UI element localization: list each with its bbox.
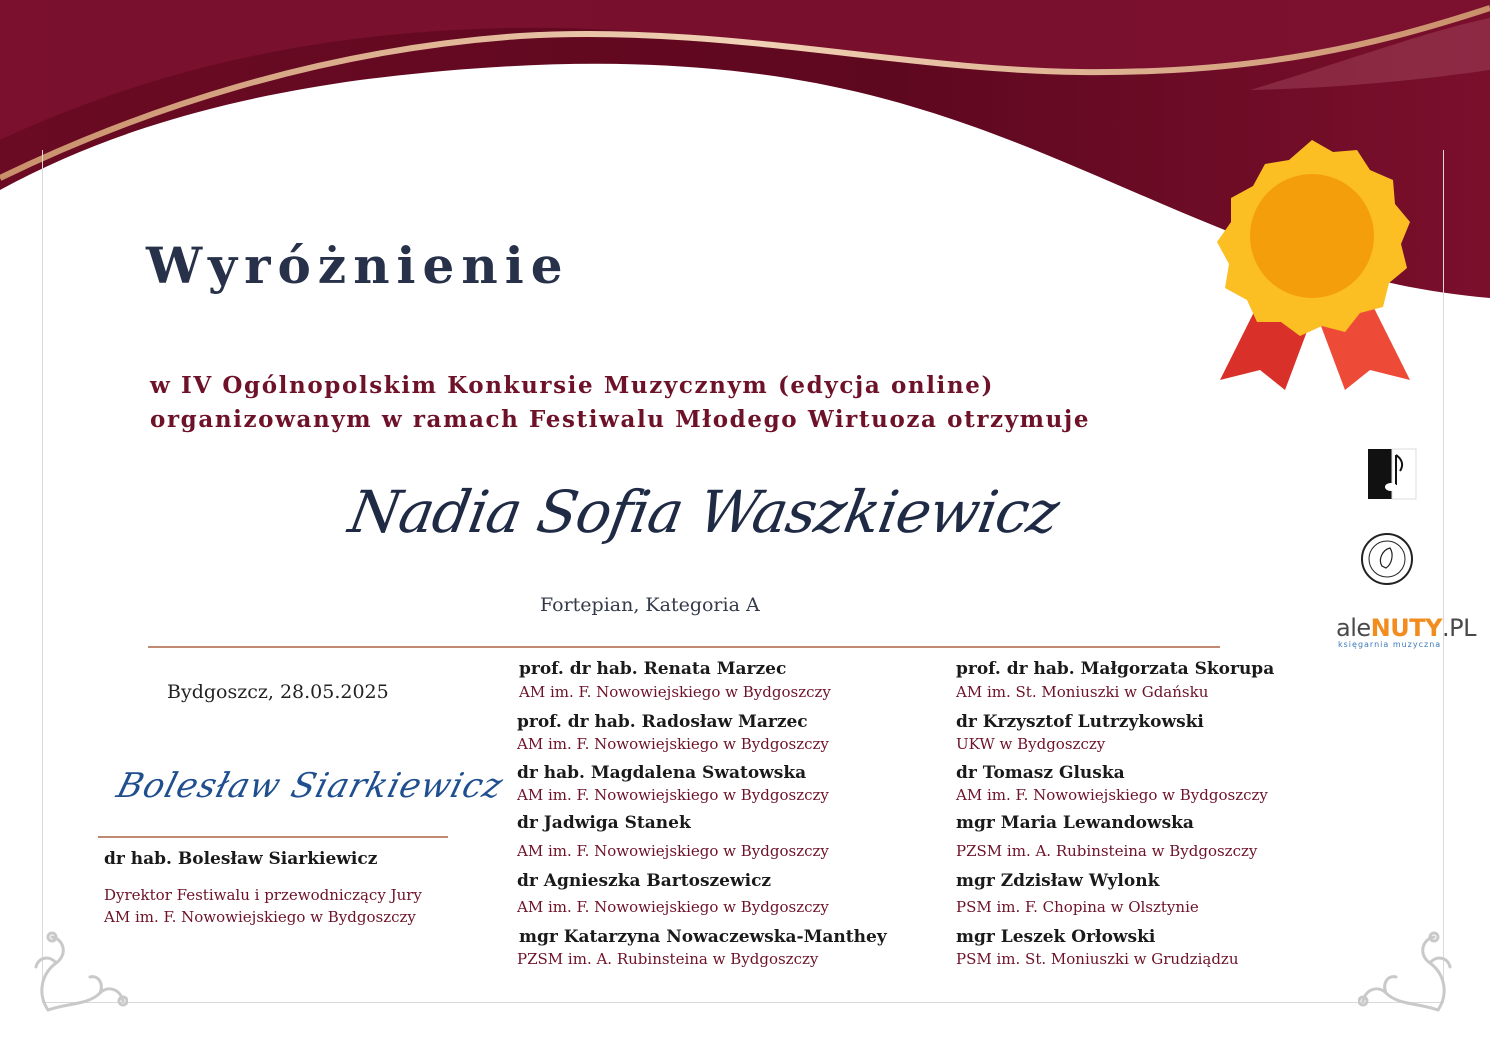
jury-member-name: dr Agnieszka Bartoszewicz	[517, 871, 772, 891]
jury-member-name: dr Jadwiga Stanek	[517, 813, 691, 833]
jury-member-name: mgr Maria Lewandowska	[956, 813, 1194, 833]
director-role: Dyrektor Festiwalu i przewodniczący Jury	[104, 886, 422, 904]
ornament-corner-icon	[28, 915, 128, 1015]
jury-member-name: prof. dr hab. Renata Marzec	[519, 659, 787, 679]
medal-icon	[1215, 140, 1415, 395]
jury-member-institution: AM im. St. Moniuszki w Gdańsku	[956, 683, 1209, 701]
certificate-title: Wyróżnienie	[146, 236, 570, 295]
recipient-name: Nadia Sofia Waszkiewicz	[344, 478, 1064, 546]
intro-line-1: w IV Ogólnopolskim Konkursie Muzycznym (edycja online)	[150, 372, 994, 399]
jury-member-institution: UKW w Bydgoszczy	[956, 735, 1106, 753]
signature-line	[98, 836, 448, 838]
jury-member-name: mgr Leszek Orłowski	[956, 927, 1156, 947]
jury-member-institution: PZSM im. A. Rubinsteina w Bydgoszczy	[517, 950, 819, 968]
director-signature: Bolesław Siarkiewicz	[112, 766, 508, 806]
category-label: Fortepian, Kategoria A	[540, 594, 760, 616]
ornament-corner-icon	[1358, 915, 1458, 1015]
jury-member-institution: AM im. F. Nowowiejskiego w Bydgoszczy	[517, 842, 829, 860]
jury-member-institution: PSM im. F. Chopina w Olsztynie	[956, 898, 1199, 916]
jury-member-name: dr hab. Magdalena Swatowska	[517, 763, 807, 783]
jury-member-institution: AM im. F. Nowowiejskiego w Bydgoszczy	[956, 786, 1268, 804]
lute-seal-logo-icon	[1360, 532, 1414, 586]
intro-line-2: organizowanym w ramach Festiwalu Młodego Wirtuoza otrzymuje	[150, 406, 1091, 433]
alenuty-logo-pl: .PL	[1441, 614, 1476, 642]
issue-date: Bydgoszcz, 28.05.2025	[167, 681, 389, 703]
alenuty-logo-nuty: NUTY	[1370, 614, 1442, 642]
jury-member-institution: PZSM im. A. Rubinsteina w Bydgoszczy	[956, 842, 1258, 860]
alenuty-logo-ale: ale	[1336, 614, 1371, 642]
jury-member-institution: AM im. F. Nowowiejskiego w Bydgoszczy	[519, 683, 831, 701]
divider-line	[148, 646, 1220, 648]
jury-member-name: dr Krzysztof Lutrzykowski	[956, 712, 1204, 732]
jury-member-institution: PSM im. St. Moniuszki w Grudziądzu	[956, 950, 1239, 968]
alenuty-logo	[1336, 614, 1476, 642]
music-note-logo-icon	[1366, 447, 1418, 501]
jury-member-name: mgr Zdzisław Wylonk	[956, 871, 1160, 891]
director-institution: AM im. F. Nowowiejskiego w Bydgoszczy	[104, 908, 416, 926]
jury-member-name: mgr Katarzyna Nowaczewska-Manthey	[519, 927, 887, 947]
director-name: dr hab. Bolesław Siarkiewicz	[104, 849, 378, 869]
jury-member-institution: AM im. F. Nowowiejskiego w Bydgoszczy	[517, 735, 829, 753]
jury-member-name: prof. dr hab. Małgorzata Skorupa	[956, 659, 1275, 679]
jury-member-name: dr Tomasz Gluska	[956, 763, 1125, 783]
jury-member-institution: AM im. F. Nowowiejskiego w Bydgoszczy	[517, 898, 829, 916]
jury-member-name: prof. dr hab. Radosław Marzec	[517, 712, 808, 732]
jury-member-institution: AM im. F. Nowowiejskiego w Bydgoszczy	[517, 786, 829, 804]
alenuty-tagline: księgarnia muzyczna	[1338, 640, 1442, 649]
